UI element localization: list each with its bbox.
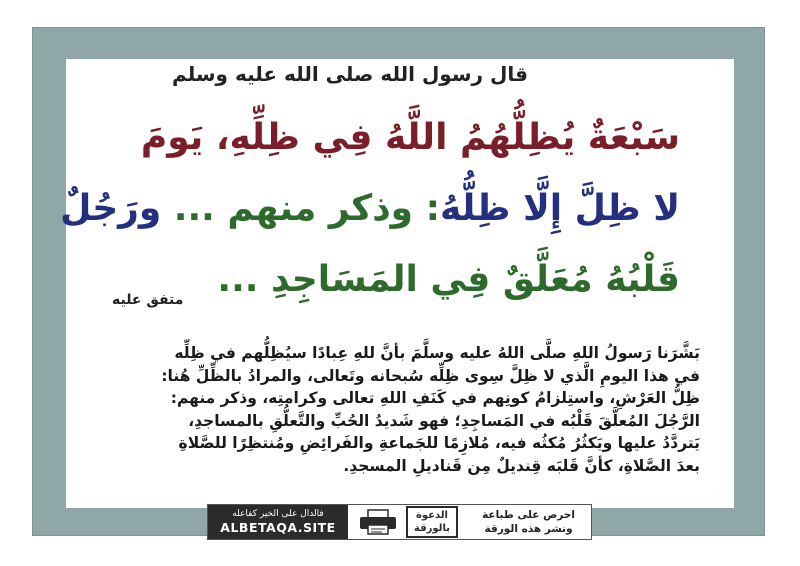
explanation-line: بعدَ الصَّلاةِ، كأنَّ قَلبَه قِنديلٌ مِن قَناديلِ المسجدِ.: [343, 456, 700, 475]
footer-tagline: فالدال على الخير كفاعله: [232, 509, 324, 519]
explanation-text: [80, 342, 700, 477]
hadith-source: متفق عليه: [112, 292, 184, 308]
print-call-line-1: احرص على طباعة: [482, 509, 575, 521]
site-banner[interactable]: [208, 505, 348, 539]
explanation-line: الرَّجُلَ المُعلَّقَ قَلْبُه في المَساجِدِ؛ فهو شَديدُ الحُبِّ والتَّعلُّقِ بالمساجدِ،: [188, 411, 700, 430]
explanation-line: ظِلُّ العَرْشِ، واستِلزامُ كونِهم في كَنَفِ اللهِ تعالى وكرامتِه، وذكر منهم:: [170, 389, 700, 407]
hadith-line-2-part-c: ورَجُلٌ: [60, 188, 162, 229]
hadith-line-3: قَلْبُهُ مُعَلَّقٌ فِي المَسَاجِدِ ...: [217, 259, 680, 300]
explanation-line: يَتردَّدُ عليها ويَكثُرُ مُكثُه فيه، مُلازِمًا للجَماعةِ والفَرائِضِ ومُنتظِرًا للصَّلاةِ: [178, 434, 700, 452]
print-call: [466, 505, 591, 539]
site-link[interactable]: ALBETAQA.SITE: [220, 520, 336, 535]
logo-line-1: الدعوة: [416, 510, 448, 521]
hadith-line-1: سَبْعَةٌ يُظِلُّهُمُ اللَّهُ فِي ظِلِّهِ، يَومَ: [140, 117, 680, 158]
hadith-line-2: [60, 185, 680, 233]
dawah-logo: [406, 506, 458, 538]
explanation-line: في هذا اليومِ الَّذي لا ظِلَّ سِوى ظِلِّه سُبحانه وتَعالى، والمرادُ بالظِّلِّ هُنا:: [161, 366, 700, 385]
hadith-line-2-part-a: لا ظِلَّ إِلَّا ظِلُّهُ: [439, 188, 680, 229]
hadith-line-2-part-b: : وذكر منهم ...: [161, 188, 440, 229]
printer-icon: [356, 508, 400, 536]
explanation-line: بَشَّرَنا رَسولُ اللهِ صلَّى اللهُ عليه وسلَّمَ بأنَّ للهِ عِبادًا سيُظِلُّهم في ظِلِّه: [174, 344, 700, 362]
logo-line-2: بالورقة: [414, 523, 450, 534]
print-call-line-2: ونشر هذه الورقة: [484, 523, 573, 535]
footer-bar: [207, 504, 592, 540]
hadith-intro: قال رسول الله صلى الله عليه وسلم: [172, 62, 528, 86]
